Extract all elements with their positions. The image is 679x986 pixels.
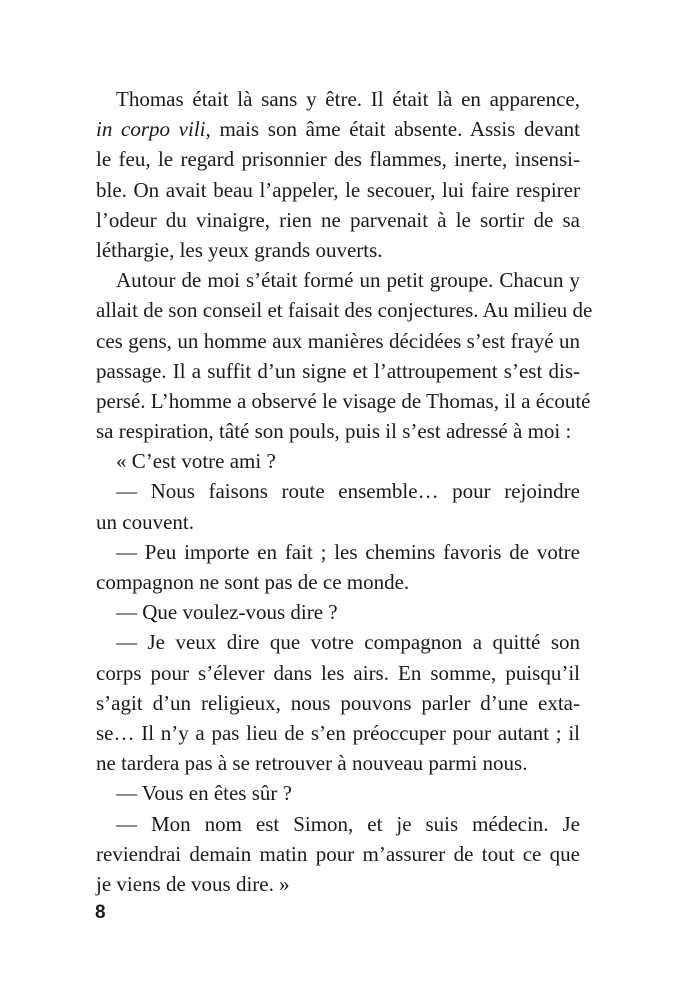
text-segment: ces gens, un homme aux manières décidées s’est frayé un <box>96 328 580 353</box>
text-segment: — Peu importe en fait ; les chemins favoris de votre <box>116 539 580 564</box>
text-segment: Thomas était là sans y être. Il était là en apparence, <box>116 87 580 111</box>
text-segment: — Vous en êtes sûr ? <box>116 781 292 806</box>
text-segment: — Nous faisons route ensemble… pour rejoindre <box>116 479 580 504</box>
text-line <box>96 718 580 748</box>
text-line <box>96 476 580 506</box>
text-line <box>96 688 580 718</box>
text-segment: se… Il n’y a pas lieu de s’en préoccuper pour autant ; il <box>96 720 580 745</box>
text-segment: passage. Il a suffit d’un signe et l’attroupement s’est dis- <box>96 358 580 383</box>
italic-text: in corpo vili <box>96 117 206 142</box>
text-segment: Autour de moi s’était formé un petit groupe. Chacun y <box>116 268 580 293</box>
text-line <box>96 627 580 657</box>
text-line <box>96 537 580 567</box>
page-number: 8 <box>95 902 106 923</box>
text-line <box>96 235 580 265</box>
text-line <box>96 265 580 295</box>
text-line <box>96 446 580 476</box>
text-segment: l’odeur du vinaigre, rien ne parvenait à le sortir de sa <box>96 207 580 232</box>
text-segment: compagnon ne sont pas de ce monde. <box>96 570 410 594</box>
text-segment: sa respiration, tâté son pouls, puis il s’est adressé à moi : <box>96 419 572 444</box>
text-segment: le feu, le regard prisonnier des flammes, inerte, insensi- <box>96 147 580 172</box>
text-segment: un couvent. <box>96 509 194 534</box>
text-line <box>96 778 580 808</box>
text-segment: allait de son conseil et faisait des conjectures. Au milieu de <box>96 298 593 323</box>
text-segment: — Je veux dire que votre compagnon a quitté son <box>116 630 580 655</box>
text-line <box>96 567 580 597</box>
text-line <box>96 748 580 778</box>
text-segment: persé. L’homme a observé le visage de Thomas, il a écouté <box>96 388 591 413</box>
text-segment: léthargie, les yeux grands ouverts. <box>96 237 383 262</box>
text-segment: je viens de vous dire. » <box>96 871 290 896</box>
text-line <box>96 175 580 205</box>
text-line <box>96 597 580 627</box>
text-segment: corps pour s’élever dans les airs. En somme, puisqu’il <box>96 660 580 685</box>
text-line <box>96 84 580 114</box>
text-line <box>96 839 580 869</box>
text-segment: ne tardera pas à se retrouver à nouveau parmi nous. <box>96 751 528 776</box>
text-segment: — Mon nom est Simon, et je suis médecin. Je <box>116 811 580 836</box>
text-line <box>96 416 580 446</box>
body-text <box>96 84 593 899</box>
text-segment: « C’est votre ami ? <box>116 449 276 474</box>
text-segment: ble. On avait beau l’appeler, le secouer, lui faire respirer <box>96 177 580 202</box>
text-line <box>96 144 580 174</box>
text-line <box>96 114 580 144</box>
text-segment: — Que voulez-vous dire ? <box>116 600 338 625</box>
text-line <box>96 205 580 235</box>
text-line <box>96 295 593 325</box>
text-line <box>96 356 580 386</box>
text-line <box>96 386 591 416</box>
text-line <box>96 658 580 688</box>
text-segment: s’agit d’un religieux, nous pouvons parler d’une exta- <box>96 690 580 715</box>
text-line <box>96 869 580 899</box>
text-segment: , mais son âme était absente. Assis devant <box>205 117 581 142</box>
text-segment: reviendrai demain matin pour m’assurer de tout ce que <box>96 841 580 866</box>
text-line <box>96 507 580 537</box>
text-line <box>96 326 580 356</box>
text-line <box>96 809 580 839</box>
